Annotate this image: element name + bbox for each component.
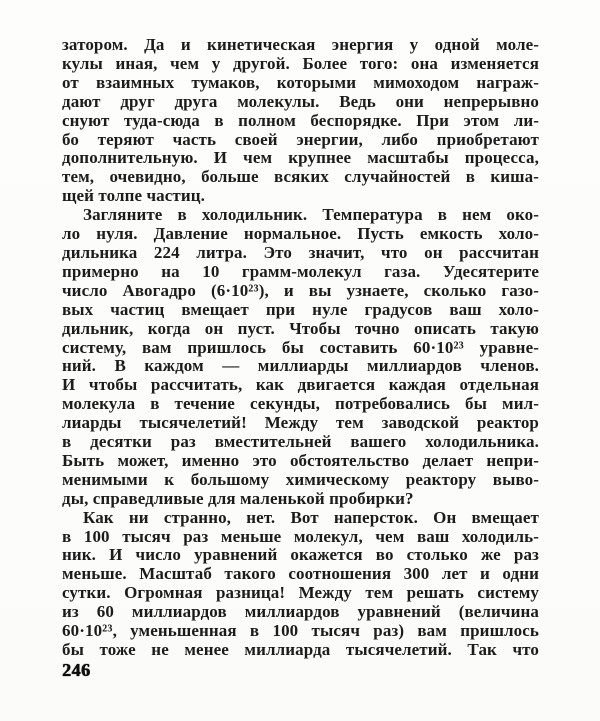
text-line: примерно на 10 грамм-молекул газа. Удесятерите (62, 261, 539, 281)
text-line: вых частиц вмещает при нуле градусов ваш холо- (62, 299, 539, 319)
text-line: дополнительную. И чем крупнее масштабы процесса, (62, 148, 539, 168)
text-line: ник. И число уравнений окажется во столько же раз (62, 545, 539, 565)
text-line: молекула в течение секунды, потребовались бы мил- (62, 394, 539, 414)
text-line: Быть может, именно это обстоятельство делает непри- (62, 450, 539, 470)
text-line: ло нуля. Давление нормальное. Пусть емкость холо- (62, 224, 539, 244)
text-line: Загляните в холодильник. Температура в нем око- (83, 205, 539, 225)
text-line: затором. Да и кинетическая энергия у одной моле- (62, 35, 539, 54)
text-line: бы тоже не менее миллиарда тысячелетий. Так что (62, 640, 539, 659)
text-line: щей толпе частиц. (62, 186, 205, 206)
text-line: дильник, когда он пуст. Чтобы точно описать такую (62, 318, 539, 338)
text-line: менимыми к большому химическому реактору выво- (62, 469, 539, 489)
text-line: ний. В каждом — миллиарды миллиардов членов. (62, 356, 539, 376)
text-line: меньше. Масштаб такого соотношения 300 лет и одни (62, 564, 539, 584)
text-line: из 60 миллиардов миллиардов уравнений (величина (62, 602, 539, 622)
text-line: кулы иная, чем у другой. Более того: она изменяется (62, 53, 539, 73)
text-line: 60·10²³, уменьшенная в 100 тысяч раз) вам пришлось (62, 621, 539, 641)
text-line: систему, вам пришлось бы составить 60·10²³ уравне- (62, 337, 539, 357)
text-line: в десятки раз вместительней вашего холодильника. (62, 432, 539, 452)
text-line: ды, справедливые для маленькой пробирки? (62, 488, 414, 508)
text-line: лиарды тысячелетий! Между тем заводской реактор (62, 413, 539, 433)
text-line: дают друг друга молекулы. Ведь они непрерывно (62, 91, 539, 111)
text-line: сутки. Огромная разница! Между тем решать систему (62, 583, 539, 603)
body-text (62, 36, 539, 660)
text-line: тем, очевидно, больше всяких случайностей в киша- (62, 167, 539, 187)
text-line: число Авогадро (6·10²³), и вы узнаете, сколько газо- (62, 280, 539, 300)
text-line: в 100 тысяч раз меньше молекул, чем ваш холодиль- (62, 526, 539, 546)
text-line: бо теряют часть своей энергии, либо приобретают (62, 129, 539, 149)
text-line: Как ни странно, нет. Вот наперсток. Он вмещает (83, 507, 539, 527)
page-number: 246 (62, 660, 91, 680)
text-line: снуют туда-сюда в полном беспорядке. При этом ли- (62, 110, 539, 130)
text-line: от взаимных тумаков, которыми мимоходом награж- (62, 72, 539, 92)
text-line: И чтобы рассчитать, как двигается каждая отдельная (62, 375, 539, 395)
text-line: дильника 224 литра. Это значит, что он рассчитан (62, 242, 539, 262)
